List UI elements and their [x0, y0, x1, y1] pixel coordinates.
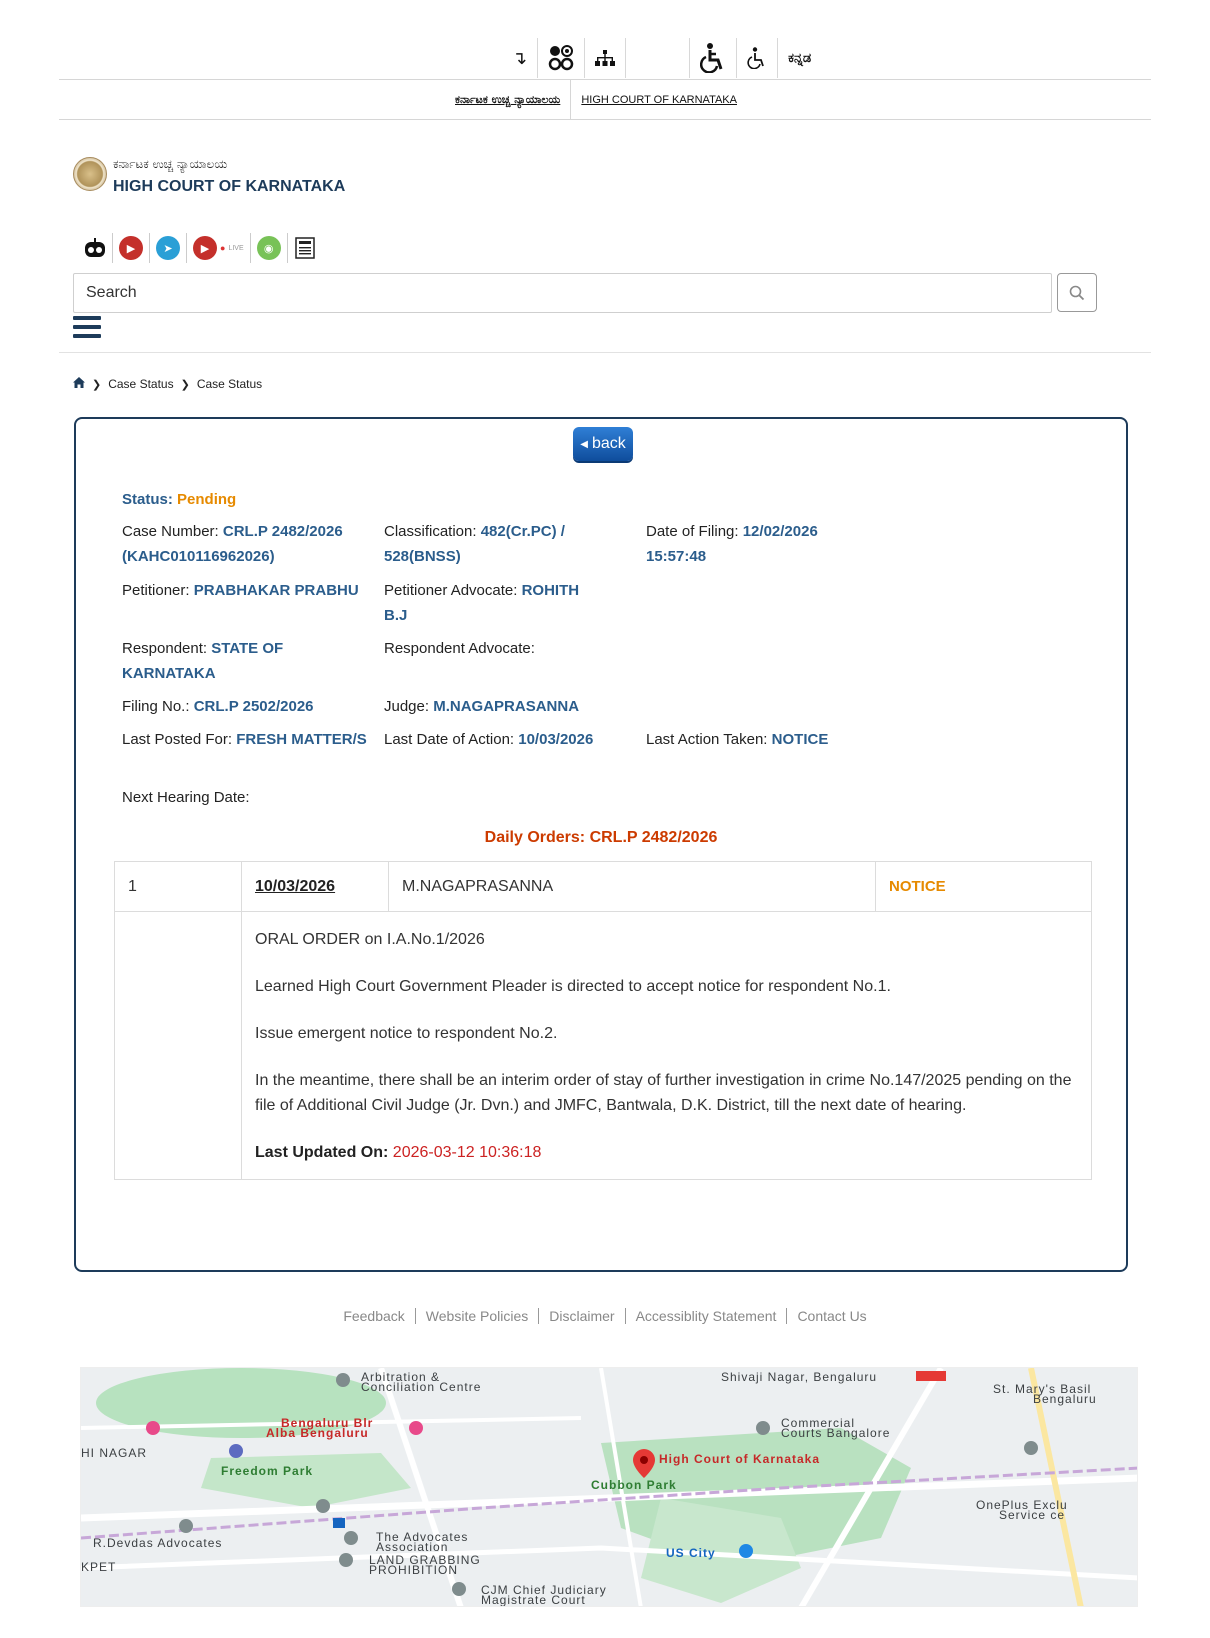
- order-judge-cell: M.NAGAPRASANNA: [389, 862, 876, 912]
- skip-to-content-icon[interactable]: ↴: [502, 38, 538, 78]
- filing-date-field: [646, 519, 836, 569]
- map-label: LAND GRABBING: [369, 1553, 481, 1567]
- search-input[interactable]: [73, 273, 1052, 313]
- logo-kannada-text: ಕರ್ನಾಟಕ ಉಚ್ಚ ನ್ಯಾಯಾಲಯ: [113, 157, 228, 171]
- map-label: R.Devdas Advocates: [93, 1536, 223, 1550]
- map-label: KPET: [81, 1560, 117, 1574]
- live-text: LIVE: [228, 244, 244, 252]
- classification-field: [384, 519, 646, 569]
- chevron-right-icon: ❯: [92, 378, 102, 391]
- footer-links: [0, 1308, 1210, 1324]
- map-label: PROHIBITION: [369, 1563, 459, 1577]
- map-label: The Advocates: [376, 1530, 469, 1544]
- back-label: back: [591, 435, 626, 452]
- map-label: Courts Bangalore: [781, 1426, 891, 1440]
- order-date-cell: [242, 862, 389, 912]
- home-icon[interactable]: [73, 377, 85, 391]
- petitioner-advocate-label: Petitioner Advocate:: [384, 582, 518, 599]
- case-row-6: [122, 785, 384, 810]
- youtube-live-icon[interactable]: ▶ ● LIVE: [187, 233, 251, 263]
- court-seal-icon: [73, 157, 107, 191]
- petitioner-value: PRABHAKAR PRABHU: [193, 582, 359, 599]
- map-label: HI NAGAR: [81, 1446, 148, 1460]
- last-action-value: NOTICE: [771, 731, 829, 748]
- caret-left-icon: ◀: [580, 438, 588, 450]
- youtube-icon[interactable]: ▶: [113, 233, 150, 263]
- site-logo[interactable]: [73, 157, 345, 196]
- petitioner-advocate-value: ROHITH B.J: [384, 582, 580, 624]
- breadcrumb-current: Case Status: [196, 377, 263, 391]
- filing-no-label: Filing No.:: [122, 698, 190, 715]
- judge-value: M.NAGAPRASANNA: [433, 698, 580, 715]
- case-number-field: [122, 519, 384, 569]
- case-row-3: [122, 636, 646, 686]
- daily-orders-title: Daily Orders: CRL.P 2482/2026: [484, 829, 718, 846]
- menu-hamburger-icon[interactable]: [73, 316, 101, 338]
- map-label: Cubbon Park: [591, 1478, 677, 1492]
- map-label: OnePlus Exclu: [976, 1498, 1068, 1512]
- case-row-2: [122, 578, 594, 628]
- order-paragraph: Issue emergent notice to respondent No.2.: [255, 1025, 558, 1042]
- petitioner-advocate-field: [384, 578, 594, 628]
- filing-no-field: [122, 694, 384, 719]
- judge-field: [384, 694, 646, 719]
- footer-contact-link[interactable]: Contact Us: [797, 1308, 867, 1324]
- map-label: Alba Bengaluru: [266, 1426, 369, 1440]
- updated-label: Last Updated On:: [255, 1144, 389, 1161]
- respondent-value: STATE OF KARNATAKA: [122, 640, 284, 682]
- filing-date-value: 12/02/2026 15:57:48: [646, 523, 818, 565]
- map-label: Commercial: [781, 1416, 856, 1430]
- last-posted-label: Last Posted For:: [122, 731, 233, 748]
- map-label: Freedom Park: [221, 1464, 314, 1478]
- order-paragraph: Learned High Court Government Pleader is directed to accept notice for respondent No.1.: [255, 978, 891, 995]
- location-map[interactable]: [80, 1367, 1138, 1607]
- order-action-cell: [876, 862, 1092, 912]
- footer-accessibility-link[interactable]: Accessiblity Statement: [626, 1308, 788, 1324]
- search-icon: [1069, 285, 1085, 301]
- respondent-advocate-label: Respondent Advocate:: [384, 640, 535, 657]
- petitioner-field: [122, 578, 384, 628]
- robot-app-icon[interactable]: [78, 233, 113, 263]
- order-text-cell: [242, 912, 1092, 1180]
- map-label: St. Mary's Basil: [993, 1382, 1092, 1396]
- accessibility-icon[interactable]: [690, 38, 737, 78]
- next-hearing-label: Next Hearing Date:: [122, 789, 250, 806]
- accessibility-tools: [502, 38, 821, 78]
- daily-orders-table: [114, 861, 1092, 1180]
- respondent-field: [122, 636, 384, 686]
- map-label: US City: [666, 1546, 716, 1560]
- map-label: Bengaluru: [1033, 1392, 1097, 1406]
- order-paragraph: ORAL ORDER on I.A.No.1/2026: [255, 931, 485, 948]
- map-label: CJM Chief Judiciary: [481, 1583, 607, 1597]
- contrast-icon[interactable]: [538, 38, 585, 78]
- case-number-label: Case Number:: [122, 523, 219, 540]
- search-button[interactable]: [1057, 273, 1097, 312]
- order-updated-line: [255, 1140, 1078, 1165]
- kannada-court-link[interactable]: ಕರ್ನಾಟಕ ಉಚ್ಚ ನ್ಯಾಯಾಲಯ: [455, 92, 561, 106]
- map-label: Association: [376, 1540, 449, 1554]
- footer-feedback-link[interactable]: Feedback: [333, 1308, 415, 1324]
- case-row-5: [122, 727, 906, 752]
- map-label: Service ce: [999, 1508, 1066, 1522]
- classification-label: Classification:: [384, 523, 477, 540]
- map-label: Bengaluru Blr: [281, 1416, 374, 1430]
- last-posted-value: FRESH MATTER/S: [236, 731, 367, 748]
- last-action-field: [646, 727, 906, 752]
- table-row: [115, 862, 1092, 912]
- map-label: Shivaji Nagar, Bengaluru: [721, 1370, 878, 1384]
- case-number-value: CRL.P 2482/2026 (KAHC010116962026): [122, 523, 343, 565]
- last-action-date-field: [384, 727, 646, 752]
- order-paragraph: In the meantime, there shall be an interim order of stay of further investigation in crime No.147/2025 pending on the file of Additional Civil Judge (Jr. Dvn.) and JMFC, Bantwala, D.K. District, till the next date of hearing.: [255, 1072, 1072, 1114]
- footer-disclaimer-link[interactable]: Disclaimer: [539, 1308, 625, 1324]
- last-action-date-value: 10/03/2026: [518, 731, 594, 748]
- header-divider: [59, 352, 1151, 353]
- accessibility-bar: [59, 38, 1151, 80]
- case-status-card: [74, 417, 1128, 1272]
- social-links: [78, 233, 322, 263]
- kannada-language-link[interactable]: ಕನ್ನಡ: [788, 50, 812, 66]
- case-row-1: [122, 519, 836, 569]
- order-sl-cell: 1: [115, 862, 242, 912]
- order-action-value: NOTICE: [889, 877, 946, 895]
- table-row: [115, 912, 1092, 1180]
- map-label: Magistrate Court: [481, 1593, 586, 1607]
- status-value: Pending: [177, 491, 237, 508]
- map-label: High Court of Karnataka: [659, 1452, 821, 1466]
- map-label: Arbitration &: [361, 1370, 441, 1384]
- filing-no-value: CRL.P 2502/2026: [193, 698, 314, 715]
- blank-tool-slot: [626, 38, 690, 78]
- status-line: [122, 487, 922, 512]
- live-label: ●: [220, 243, 226, 253]
- respondent-advocate-field: [384, 636, 646, 686]
- updated-value: 2026-03-12 10:36:18: [392, 1144, 542, 1161]
- last-posted-field: [122, 727, 384, 752]
- sitemap-icon[interactable]: [585, 38, 626, 78]
- breadcrumb-case-status[interactable]: Case Status: [108, 377, 174, 391]
- order-blank-cell: [115, 912, 242, 1180]
- petitioner-label: Petitioner:: [122, 582, 190, 599]
- next-hearing-field: [122, 785, 384, 810]
- case-row-4: [122, 694, 646, 719]
- logo-english-text: HIGH COURT OF KARNATAKA: [113, 178, 346, 195]
- breadcrumb: [73, 377, 262, 391]
- english-court-link[interactable]: HIGH COURT OF KARNATAKA: [570, 80, 747, 119]
- judge-label: Judge:: [384, 698, 430, 715]
- map-label: Conciliation Centre: [361, 1380, 482, 1394]
- newsletter-icon[interactable]: [288, 233, 322, 263]
- court-name-bar: [59, 80, 1151, 120]
- back-button[interactable]: [573, 427, 633, 461]
- screen-reader-icon[interactable]: [737, 38, 778, 78]
- status-label: Status:: [122, 491, 173, 508]
- last-action-label: Last Action Taken:: [646, 731, 768, 748]
- respondent-label: Respondent:: [122, 640, 208, 657]
- last-action-date-label: Last Date of Action:: [384, 731, 515, 748]
- filing-date-label: Date of Filing:: [646, 523, 739, 540]
- chevron-right-icon: ❯: [180, 378, 190, 391]
- footer-policies-link[interactable]: Website Policies: [416, 1308, 539, 1324]
- order-date-link[interactable]: 10/03/2026: [255, 877, 336, 895]
- android-icon[interactable]: ◉: [251, 233, 288, 263]
- classification-value: 482(Cr.PC) / 528(BNSS): [384, 523, 565, 565]
- telegram-icon[interactable]: ➤: [150, 233, 187, 263]
